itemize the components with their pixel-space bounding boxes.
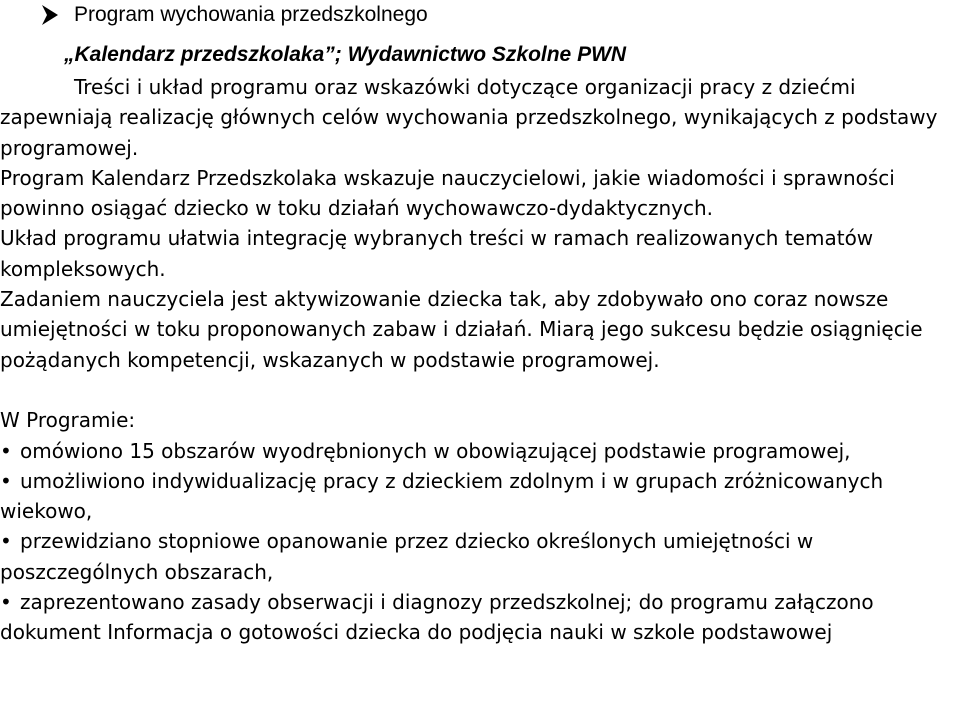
section-heading: [40, 0, 428, 30]
list-item: [0, 526, 958, 587]
spacer: [0, 375, 958, 405]
book-title: „Kalendarz przedszkolaka”; Wydawnictwo Szkolne PWN: [64, 43, 627, 66]
list-item-text: zaprezentowano zasady obserwacji i diagnozy przedszkolnej; do programu załączono dokument Informacja o gotowości dziecka do podjęcia nauki w szkole podstawowej: [0, 590, 874, 645]
paragraph-intro: Treści i układ programu oraz wskazówki dotyczące organizacji pracy z dziećmi zapewniają realizację głównych celów wychowania przedszkolnego, wynikających z podstawy programowej.: [0, 75, 938, 160]
list-item-text: przewidziano stopniowe opanowanie przez dziecko określonych umiejętności w poszczególnych obszarach,: [0, 529, 814, 584]
bullet-dot-icon: •: [0, 590, 12, 615]
list-item-text: umożliwiono indywidualizację pracy z dzieckiem zdolnym i w grupach zróżnicowanych wiekowo,: [0, 468, 903, 524]
list-item: [0, 466, 958, 527]
document-body: [0, 72, 958, 648]
bullet-dot-icon: •: [0, 468, 12, 493]
paragraph-program-structure: Układ programu ułatwia integrację wybranych treści w ramach realizowanych tematów kompleksowych.: [0, 226, 874, 281]
arrow-bullet-icon: [40, 4, 60, 26]
list-item-text: omówiono 15 obszarów wyodrębnionych w obowiązującej podstawie programowej,: [20, 438, 851, 463]
paragraph-program-description: Program Kalendarz Przedszkolaka wskazuje nauczycielowi, jakie wiadomości i sprawności powinno osiągać dziecko w toku działań wychowawczo-dydaktycznych.: [0, 165, 895, 221]
bullet-dot-icon: •: [0, 529, 12, 554]
program-list-heading: W Programie:: [0, 408, 136, 433]
bullet-dot-icon: •: [0, 438, 12, 463]
list-item: [0, 587, 958, 648]
section-heading-text: Program wychowania przedszkolnego: [74, 3, 428, 26]
list-item: [0, 436, 958, 466]
paragraph-teacher-task: Zadaniem nauczyciela jest aktywizowanie dziecka tak, aby zdobywało ono coraz nowsze umiejętności w toku proponowanych zabaw i działań. Miarą jego sukcesu będzie osiągnięcie pożądanych kompetencji, wskazanych w podstawie programowej.: [0, 287, 923, 372]
